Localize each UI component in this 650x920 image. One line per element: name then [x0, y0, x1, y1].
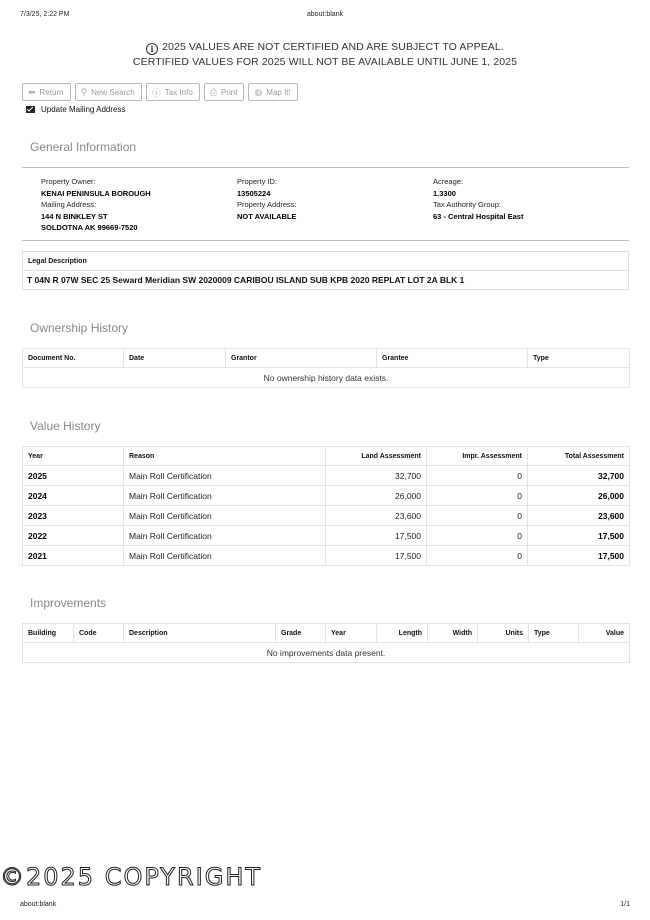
printer-icon: ⎙: [209, 86, 217, 97]
year-cell: 2025: [23, 466, 124, 486]
search-icon: ⚲: [80, 86, 88, 97]
globe-icon: ◍: [254, 86, 263, 97]
property-address-value: NOT AVAILABLE: [237, 211, 297, 221]
table-row: [23, 526, 630, 546]
return-label: Return: [39, 87, 64, 97]
impr-cell: 0: [427, 506, 528, 526]
land-cell: 32,700: [326, 466, 427, 486]
owner-column: [41, 176, 151, 234]
notice-line-2: CERTIFIED VALUES FOR 2025 WILL NOT BE AVAILABLE UNTIL JUNE 1, 2025: [132, 56, 518, 68]
legal-description-box: [22, 251, 629, 290]
acreage-value: 1.3300: [433, 188, 456, 198]
ownership-history-table: [22, 348, 630, 388]
value-history-title: Value History: [30, 419, 101, 433]
impr-cell: 0: [427, 526, 528, 546]
acreage-label: Acreage:: [433, 177, 464, 186]
reason-cell: Main Roll Certification: [124, 466, 326, 486]
column-header: Grantor: [226, 349, 377, 368]
new-search-button[interactable]: [75, 83, 142, 101]
property-address-label: Property Address:: [237, 200, 297, 209]
column-header: Type: [529, 624, 579, 643]
column-header: Width: [428, 624, 478, 643]
year-cell: 2022: [23, 526, 124, 546]
info-icon: i: [146, 43, 158, 55]
general-bottom-divider: [22, 240, 629, 241]
print-label: Print: [220, 87, 238, 97]
owner-value: KENAI PENINSULA BOROUGH: [41, 188, 151, 198]
column-header: Building: [23, 624, 74, 643]
tax-authority-group-label: Tax Authority Group:: [433, 200, 501, 209]
total-cell: 17,500: [528, 526, 630, 546]
column-header: Reason: [124, 447, 326, 466]
total-cell: 32,700: [528, 466, 630, 486]
column-header: Grantee: [377, 349, 528, 368]
arrow-left-icon: ⬅: [28, 86, 36, 97]
update-mailing-address-label: Update Mailing Address: [41, 105, 126, 114]
reason-cell: Main Roll Certification: [124, 486, 326, 506]
column-header: Document No.: [23, 349, 124, 368]
update-mailing-address-link[interactable]: [26, 105, 126, 114]
year-cell: 2024: [23, 486, 124, 506]
improvements-table: [22, 623, 630, 663]
mailing-address-line-1: 144 N BINKLEY ST: [41, 211, 108, 221]
reason-cell: Main Roll Certification: [124, 546, 326, 566]
column-header: Length: [377, 624, 428, 643]
empty-message: No ownership history data exists.: [23, 368, 630, 388]
tax-info-button[interactable]: [146, 83, 200, 101]
mailing-address-label: Mailing Address:: [41, 200, 97, 209]
print-footer-url: about:blank: [20, 901, 57, 908]
improvements-title: Improvements: [30, 596, 107, 610]
column-header: Year: [326, 624, 377, 643]
column-header: Land Assessment: [326, 447, 427, 466]
mailing-address-line-2: SOLDOTNA AK 99669-7520: [41, 223, 138, 232]
tax-authority-group-value: 63 - Central Hospital East: [433, 211, 524, 221]
land-cell: 26,000: [326, 486, 427, 506]
envelope-icon: [26, 106, 35, 113]
empty-message: No improvements data present.: [23, 643, 630, 663]
map-label: Map It!: [266, 87, 291, 97]
column-header: Date: [124, 349, 226, 368]
value-history-table: [22, 446, 630, 566]
impr-cell: 0: [427, 486, 528, 506]
column-header: Code: [74, 624, 124, 643]
property-column: [237, 176, 297, 222]
general-information-title: General Information: [30, 140, 137, 154]
land-cell: 17,500: [326, 526, 427, 546]
total-cell: 23,600: [528, 506, 630, 526]
land-cell: 23,600: [326, 506, 427, 526]
property-id-label: Property ID:: [237, 177, 278, 186]
reason-cell: Main Roll Certification: [124, 506, 326, 526]
impr-cell: 0: [427, 546, 528, 566]
column-header: Total Assessment: [528, 447, 630, 466]
new-search-label: New Search: [91, 87, 135, 97]
total-cell: 26,000: [528, 486, 630, 506]
map-button[interactable]: [248, 83, 297, 101]
tax-info-label: Tax Info: [164, 87, 193, 97]
column-header: Impr. Assessment: [427, 447, 528, 466]
land-cell: 17,500: [326, 546, 427, 566]
acreage-column: [433, 176, 523, 222]
total-cell: 17,500: [528, 546, 630, 566]
print-url: about:blank: [306, 11, 344, 18]
print-date: 7/3/25, 2:22 PM: [20, 11, 70, 18]
return-button[interactable]: [22, 83, 71, 101]
table-row: [23, 546, 630, 566]
page-count: 1/1: [620, 901, 630, 908]
year-cell: 2021: [23, 546, 124, 566]
reason-cell: Main Roll Certification: [124, 526, 326, 546]
print-header: [0, 11, 650, 23]
general-top-divider: [22, 167, 629, 168]
legal-description-text: T 04N R 07W SEC 25 Seward Meridian SW 2020009 CARIBOU ISLAND SUB KPB 2020 REPLAT LOT 2A BLK 1: [27, 275, 465, 285]
table-row: [23, 486, 630, 506]
column-header: Type: [528, 349, 630, 368]
ownership-history-title: Ownership History: [30, 321, 129, 335]
year-cell: 2023: [23, 506, 124, 526]
column-header: Year: [23, 447, 124, 466]
notice-line-1: 2025 VALUES ARE NOT CERTIFIED AND ARE SUBJECT TO APPEAL.: [162, 41, 504, 53]
table-row: [23, 466, 630, 486]
property-id-value: 13505224: [237, 188, 271, 198]
legal-description-header: Legal Description: [23, 252, 628, 271]
column-header: Description: [124, 624, 276, 643]
certification-notice: [0, 40, 650, 69]
table-row: [23, 506, 630, 526]
impr-cell: 0: [427, 466, 528, 486]
copyright-watermark: ©2025 COPYRIGHT: [0, 863, 263, 891]
toolbar: [22, 83, 298, 101]
column-header: Value: [579, 624, 630, 643]
column-header: Grade: [276, 624, 326, 643]
print-button[interactable]: [204, 83, 245, 101]
owner-label: Property Owner:: [41, 177, 96, 186]
column-header: Units: [478, 624, 529, 643]
info-circle-icon: ⓘ: [151, 87, 161, 98]
